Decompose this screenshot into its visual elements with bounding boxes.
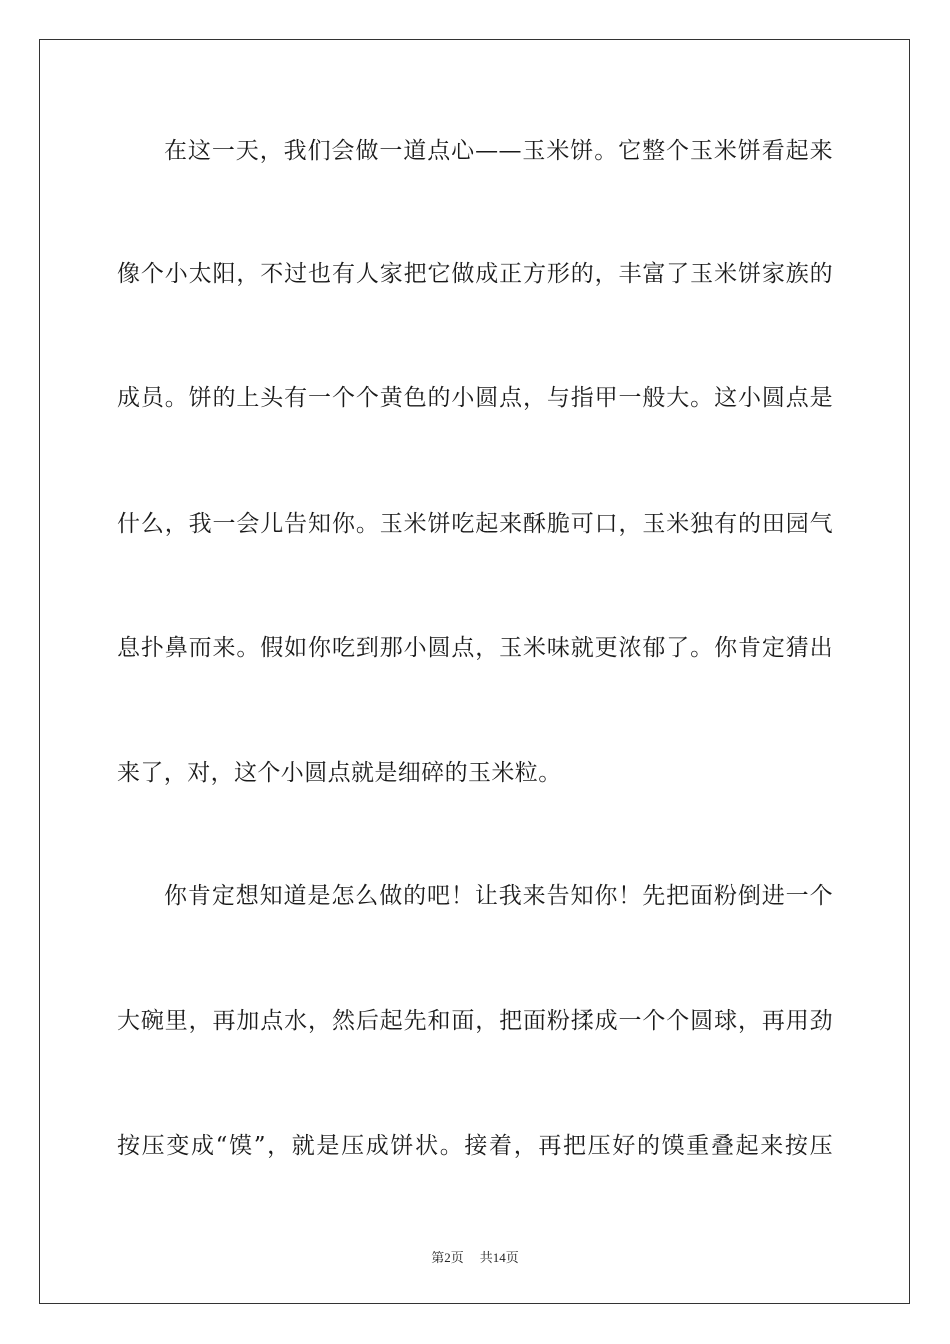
paragraph-1-line-1: 在这一天，我们会做一道点心——玉米饼。它整个玉米饼看起来 (164, 138, 833, 164)
paragraph-1-line-2: 像个小太阳，不过也有人家把它做成正方形的，丰富了玉米饼家族的 (117, 261, 833, 287)
paragraph-1-line-3: 成员。饼的上头有一个个黄色的小圆点，与指甲一般大。这小圆点是 (117, 385, 833, 411)
page-footer (0, 1249, 950, 1267)
paragraph-2-line-1: 你肯定想知道是怎么做的吧！让我来告知你！先把面粉倒进一个 (164, 883, 833, 909)
paragraph-2-line-3: 按压变成“馍”，就是压成饼状。接着，再把压好的馍重叠起来按压 (117, 1133, 833, 1159)
page-total: 共14页 (479, 1250, 519, 1265)
page-number: 第2页 (431, 1250, 464, 1265)
paragraph-1-line-4: 什么，我一会儿告知你。玉米饼吃起来酥脆可口，玉米独有的田园气 (117, 511, 833, 537)
paragraph-1-line-5: 息扑鼻而来。假如你吃到那小圆点，玉米味就更浓郁了。你肯定猜出 (117, 635, 833, 661)
page-border (39, 39, 910, 1304)
paragraph-1-line-6: 来了，对，这个小圆点就是细碎的玉米粒。 (117, 760, 562, 786)
paragraph-2-line-2: 大碗里，再加点水，然后起先和面，把面粉揉成一个个圆球，再用劲 (117, 1008, 833, 1034)
